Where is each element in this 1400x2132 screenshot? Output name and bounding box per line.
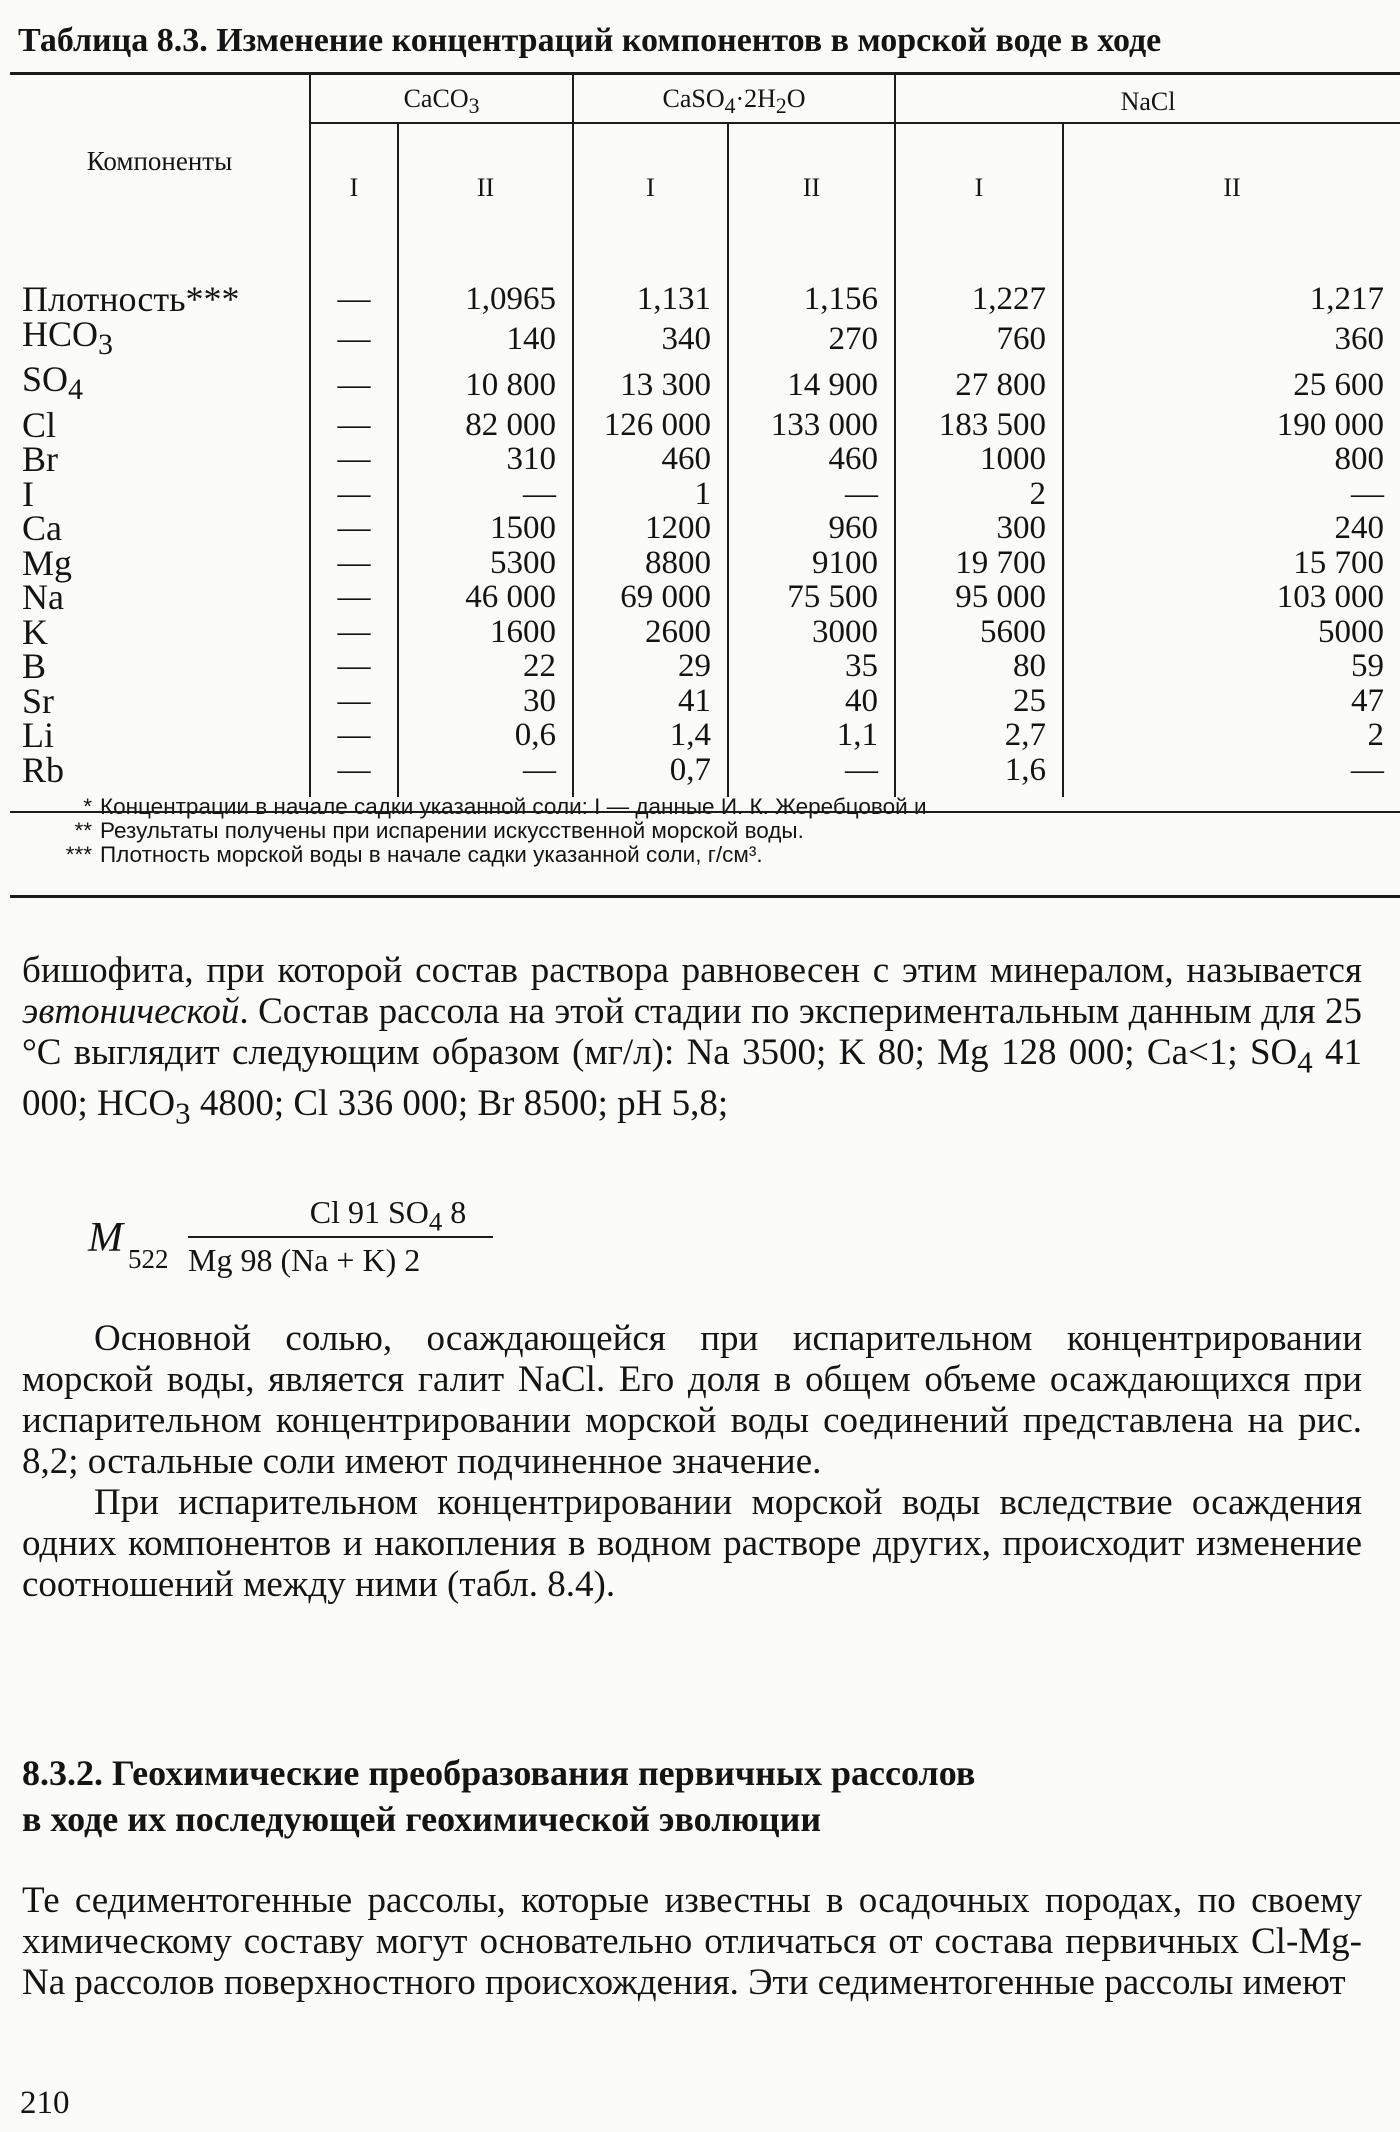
subcol-header: II <box>1063 123 1400 248</box>
row-label: Плотность*** <box>22 279 240 319</box>
table-cell: — <box>728 477 895 512</box>
table-cell: 59 <box>1063 649 1400 684</box>
table-cell: — <box>310 649 398 684</box>
formula-denominator: Mg 98 (Na + K) 2 <box>188 1242 421 1278</box>
table-cell: 300 <box>895 511 1063 546</box>
table-cell: 47 <box>1063 684 1400 719</box>
table-row <box>10 615 1400 650</box>
formula-fraction-bar <box>188 1236 493 1238</box>
table-cell: 310 <box>398 442 573 477</box>
table-cell: — <box>310 248 398 317</box>
table-cell: 5600 <box>895 615 1063 650</box>
row-label: B <box>22 646 47 687</box>
components-header: Компоненты <box>86 145 233 176</box>
table-cell: 960 <box>728 511 895 546</box>
table-cell: 29 <box>573 649 728 684</box>
table-cell: 1,156 <box>728 248 895 317</box>
table-cell: 1,1 <box>728 718 895 753</box>
table-cell: 80 <box>895 649 1063 684</box>
table-cell: 10 800 <box>398 362 573 408</box>
table-cell: 140 <box>398 317 573 363</box>
formula-m: M <box>88 1215 123 1261</box>
table-cell: 340 <box>573 317 728 363</box>
table-cell: 190 000 <box>1063 408 1400 443</box>
table-cell: 270 <box>728 317 895 363</box>
table-cell: 35 <box>728 649 895 684</box>
subcol-header: II <box>398 123 573 248</box>
group-header-caco3: CaCO$_3$ <box>310 74 573 123</box>
paragraph-2 <box>22 1318 1362 1605</box>
group-header-nacl: NaCl <box>895 74 1400 123</box>
table-cell: — <box>310 317 398 363</box>
table-cell: 25 600 <box>1063 362 1400 408</box>
table-cell: 30 <box>398 684 573 719</box>
table-row <box>10 546 1400 581</box>
table-body <box>10 248 1400 797</box>
table-cell: 5000 <box>1063 615 1400 650</box>
row-label: Na <box>22 577 64 618</box>
table-cell: 800 <box>1063 442 1400 477</box>
table-cell: — <box>310 615 398 650</box>
table-cell: 75 500 <box>728 580 895 615</box>
table-cell: 240 <box>1063 511 1400 546</box>
paragraph-1-text: бишофита, при которой состав раствора равновесен с этим минералом, называется эвтонической. Состав рассола на этой стадии по экспериментальным данным для 25 °С выглядит следующим образом (мг/л): Na 3500; K 80; Mg 128 000; Ca<1; $SO_4$ 41 000; $HCO_3$ 4800; Cl 336 000; Br 8500; pH 5,8; <box>22 950 1363 1131</box>
formula-subscript: 522 <box>128 1244 169 1274</box>
table-cell: — <box>310 477 398 512</box>
paragraph-1 <box>22 950 1362 1135</box>
table-cell: 1000 <box>895 442 1063 477</box>
row-label: Rb <box>22 749 65 790</box>
table-cell: 14 900 <box>728 362 895 408</box>
table-row <box>10 580 1400 615</box>
row-label: Mg <box>22 542 73 583</box>
table-cell: 2,7 <box>895 718 1063 753</box>
table-cell: — <box>310 511 398 546</box>
table-cell: 1600 <box>398 615 573 650</box>
table-cell: — <box>310 362 398 408</box>
row-label: I <box>22 473 34 514</box>
row-label: Br <box>22 439 58 480</box>
table-cell: 95 000 <box>895 580 1063 615</box>
table-cell: — <box>398 477 573 512</box>
table-row <box>10 317 1400 363</box>
table-row <box>10 511 1400 546</box>
table-cell: — <box>728 753 895 798</box>
table-cell: 46 000 <box>398 580 573 615</box>
table-cell: 15 700 <box>1063 546 1400 581</box>
row-label: Ca <box>22 508 62 549</box>
table-cell: — <box>310 580 398 615</box>
row-label: $SO_4$ <box>22 359 84 407</box>
table-cell: 1,4 <box>573 718 728 753</box>
table-cell: 8800 <box>573 546 728 581</box>
table-cell: 2 <box>1063 718 1400 753</box>
subcol-header: I <box>895 123 1063 248</box>
table-cell: 1500 <box>398 511 573 546</box>
table-cell: 41 <box>573 684 728 719</box>
row-label: $HCO_3$ <box>22 313 114 361</box>
subcol-header: I <box>573 123 728 248</box>
table-cell: 126 000 <box>573 408 728 443</box>
table-cell: 5300 <box>398 546 573 581</box>
table-cell: 19 700 <box>895 546 1063 581</box>
group-header-caso4: $CaSO_4\cdot 2H_2O$ <box>573 74 895 123</box>
table-cell: 1,131 <box>573 248 728 317</box>
table-cell: — <box>398 753 573 798</box>
table-cell: — <box>310 718 398 753</box>
row-label: Li <box>22 715 54 756</box>
paragraph-3-text: При испарительном концентрировании морской воды вследствие осаждения одних компонентов и накопления в водном растворе других, происходит изменение соотношений между ними (табл. 8.4). <box>22 1482 1362 1605</box>
table-cell: — <box>1063 477 1400 512</box>
table-cell: 22 <box>398 649 573 684</box>
table-cell: 69 000 <box>573 580 728 615</box>
formula-kurlov <box>88 1194 588 1284</box>
table-cell: 27 800 <box>895 362 1063 408</box>
table-row <box>10 248 1400 317</box>
table-cell: 133 000 <box>728 408 895 443</box>
table-cell: — <box>310 408 398 443</box>
table-cell: 0,6 <box>398 718 573 753</box>
table-title: Таблица 8.3. Изменение концентраций компонентов в морской воде в ходе <box>18 22 1162 59</box>
footnote-3: *** Плотность морской воды в начале садки указанной соли, г/см³. <box>65 842 763 867</box>
table-cell: — <box>310 442 398 477</box>
concentration-table <box>10 74 1400 797</box>
table-cell: 2 <box>895 477 1063 512</box>
footnote-bottom-rule <box>10 895 1400 898</box>
table-row <box>10 362 1400 408</box>
table-cell: 360 <box>1063 317 1400 363</box>
section-heading: 8.3.2. Геохимические преобразования первичных рассолов в ходе их последующей геохимической эволюции <box>22 1753 976 1839</box>
table-bottom-rule <box>10 811 1400 813</box>
paragraph-4-text: Те седиментогенные рассолы, которые известны в осадочных породах, по своему химическому составу могут основательно отличаться от состава первичных Cl-Mg-Na рассолов поверхностного происхождения. Эти седиментогенные рассолы имеют <box>22 1880 1362 2003</box>
table-row <box>10 442 1400 477</box>
table-cell: 40 <box>728 684 895 719</box>
row-label: K <box>22 611 48 652</box>
table-cell: — <box>1063 753 1400 798</box>
table-group-header-row <box>10 74 1400 123</box>
subcol-header: II <box>728 123 895 248</box>
table-cell: 103 000 <box>1063 580 1400 615</box>
table-cell: 183 500 <box>895 408 1063 443</box>
page-number: 210 <box>20 2085 70 2121</box>
table-cell: 760 <box>895 317 1063 363</box>
table-cell: 25 <box>895 684 1063 719</box>
table-row <box>10 649 1400 684</box>
table-cell: — <box>310 546 398 581</box>
paragraph-4 <box>22 1880 1362 2003</box>
table-cell: 1,0965 <box>398 248 573 317</box>
row-label: Cl <box>22 404 57 445</box>
table-cell: 1,217 <box>1063 248 1400 317</box>
paragraph-2-text: Основной солью, осаждающейся при испарительном концентрировании морской воды, является галит NaCl. Его доля в общем объеме осаждающихся при испарительном концентрировании морской воды соединений представлена на рис. 8,2; остальные соли имеют подчиненное значение. <box>22 1318 1362 1482</box>
table-cell: 9100 <box>728 546 895 581</box>
table-row <box>10 408 1400 443</box>
table-row <box>10 684 1400 719</box>
table-row <box>10 477 1400 512</box>
table-row <box>10 718 1400 753</box>
table-cell: 1,6 <box>895 753 1063 798</box>
table-cell: 82 000 <box>398 408 573 443</box>
table-cell: 1 <box>573 477 728 512</box>
table-cell: — <box>310 684 398 719</box>
table-cell: 460 <box>573 442 728 477</box>
footnote-2: ** Результаты получены при испарении искусственной морской воды. <box>74 818 804 843</box>
row-label: Sr <box>22 680 55 721</box>
table-row <box>10 753 1400 798</box>
footnote-1: * Концентрации в начале садки указанной соли: I — данные И. К. Жеребцовой и <box>83 794 927 819</box>
table-cell: 460 <box>728 442 895 477</box>
table-cell: 1200 <box>573 511 728 546</box>
table-cell: 2600 <box>573 615 728 650</box>
table-cell: — <box>310 753 398 798</box>
table-cell: 1,227 <box>895 248 1063 317</box>
table-cell: 0,7 <box>573 753 728 798</box>
formula-numerator: Cl 91 $SO_4$ 8 <box>309 1194 467 1237</box>
table-cell: 3000 <box>728 615 895 650</box>
subcol-header: I <box>310 123 398 248</box>
table-cell: 13 300 <box>573 362 728 408</box>
